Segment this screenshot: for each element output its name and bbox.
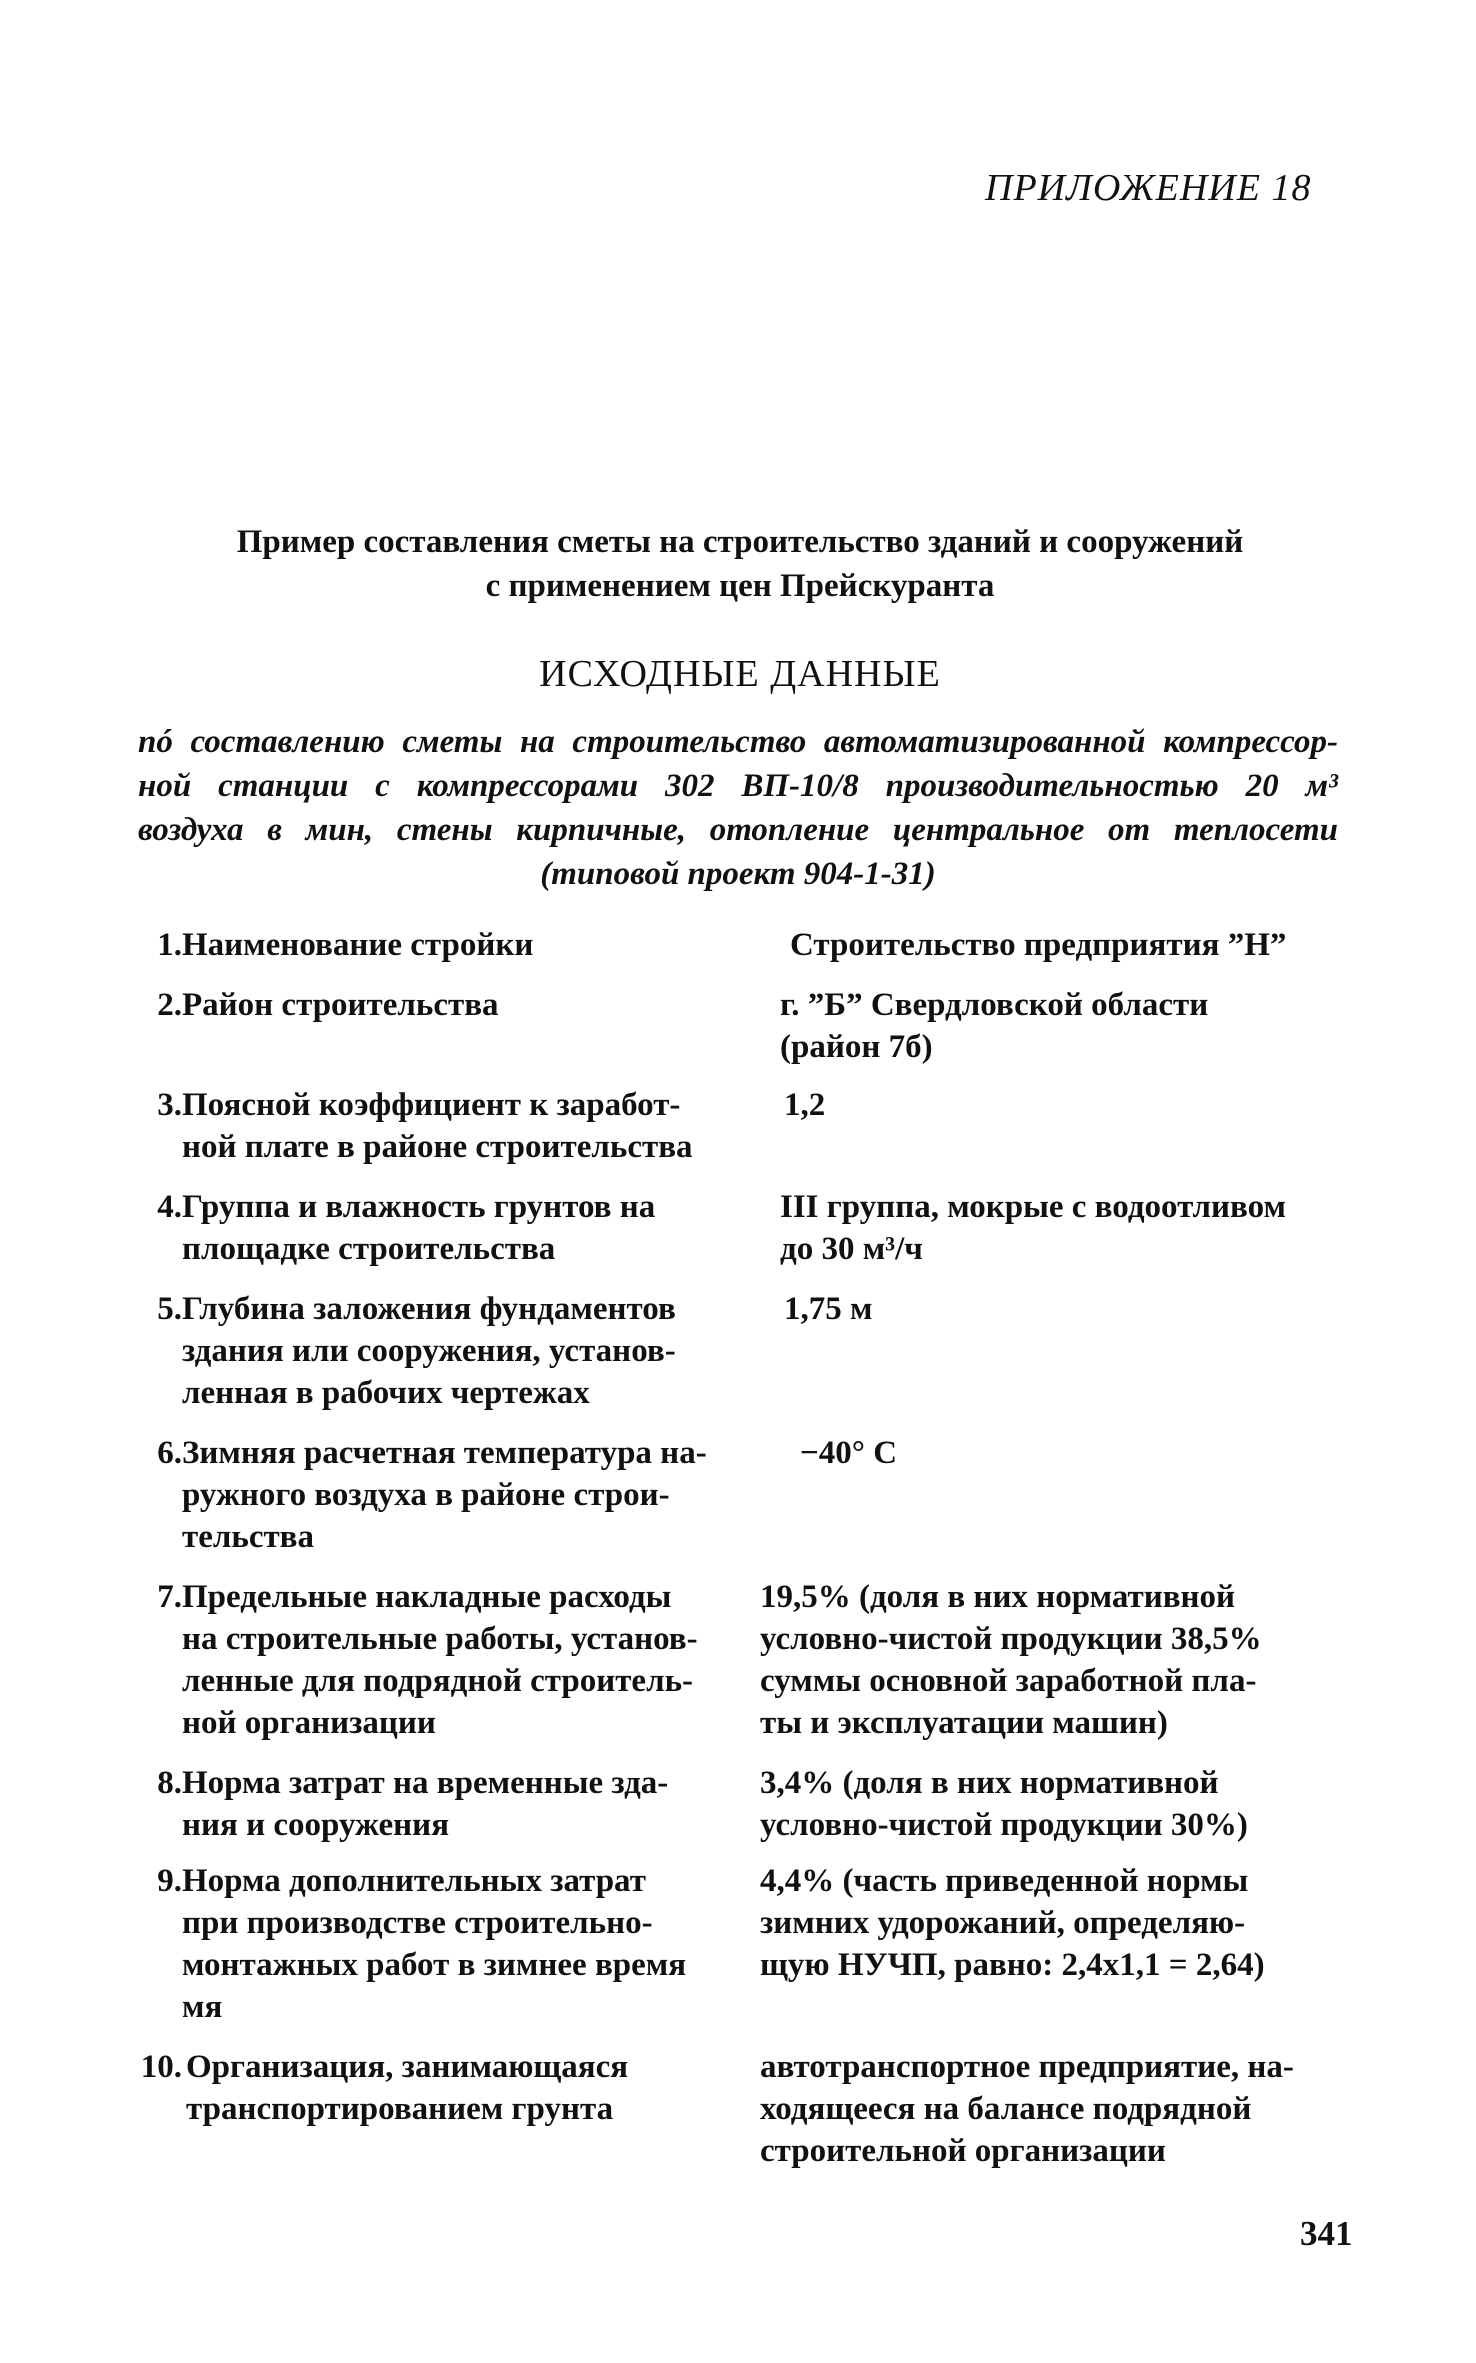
item-label-line: здания или сооружения, установ- xyxy=(182,1333,676,1369)
appendix-heading: ПРИЛОЖЕНИЕ 18 xyxy=(985,167,1312,209)
item-value-line: г. ”Б” Свердловской области xyxy=(780,987,1209,1023)
item-number: 5. xyxy=(157,1291,182,1327)
item-label-line: ной плате в районе строительства xyxy=(182,1129,693,1165)
item-value-line: 19,5% (доля в них нормативной xyxy=(760,1579,1236,1615)
item-value xyxy=(800,1432,1400,1474)
item-number: 4. xyxy=(157,1189,182,1225)
item-number: 1. xyxy=(157,927,182,963)
item-label-line: ружного воздуха в районе строи- xyxy=(182,1477,670,1513)
item-value-line: 3,4% (доля в них нормативной xyxy=(760,1765,1219,1801)
item-value xyxy=(760,2046,1360,2172)
item-label-line: Норма дополнительных затрат xyxy=(182,1863,646,1899)
item-value-line: Строительство предприятия ”Н” xyxy=(790,927,1287,963)
item-label-line: тельства xyxy=(182,1519,314,1555)
item-value-line: до 30 м³/ч xyxy=(780,1231,923,1267)
item-label-line: транспортированием грунта xyxy=(186,2091,614,2127)
item-value-line: 1,75 м xyxy=(784,1291,873,1327)
item-value-line: 4,4% (часть приведенной нормы xyxy=(760,1863,1249,1899)
item-value-line: строительной организации xyxy=(760,2133,1166,2169)
item-label xyxy=(182,1576,742,1744)
item-label-line: мя xyxy=(182,1989,223,2025)
item-value-line: ты и эксплуатации машин) xyxy=(760,1705,1168,1741)
item-label-line: ленная в рабочих чертежах xyxy=(182,1375,590,1411)
item-label xyxy=(182,1186,742,1270)
item-label-line: Поясной коэффициент к заработ- xyxy=(182,1087,681,1123)
item-label-line: Глубина заложения фундаментов xyxy=(182,1291,676,1327)
item-value-line: автотранспортное предприятие, на- xyxy=(760,2049,1294,2085)
item-number: 10. xyxy=(140,2049,182,2085)
item-label xyxy=(182,1432,742,1558)
item-label-line: ной организации xyxy=(182,1705,436,1741)
item-number: 9. xyxy=(157,1863,182,1899)
item-value xyxy=(760,1576,1360,1744)
item-value-line: условно-чистой продукции 38,5% xyxy=(760,1621,1262,1657)
section-heading: ИСХОДНЫЕ ДАННЫЕ xyxy=(539,653,941,695)
item-label-line: при производстве строительно- xyxy=(182,1905,653,1941)
item-label xyxy=(182,1084,742,1168)
item-value xyxy=(790,924,1390,966)
item-value xyxy=(780,1186,1380,1270)
item-number: 2. xyxy=(157,987,182,1023)
item-label-line: Наименование стройки xyxy=(182,927,534,963)
item-value-line: (район 7б) xyxy=(780,1029,933,1065)
item-value-line: 1,2 xyxy=(784,1087,826,1123)
item-number: 3. xyxy=(157,1087,182,1123)
item-label xyxy=(182,924,742,966)
item-label-line: Норма затрат на временные зда- xyxy=(182,1765,669,1801)
item-number: 7. xyxy=(157,1579,182,1615)
document-title-line-2: с применением цен Прейскуранта xyxy=(485,568,995,604)
item-label-line: ленные для подрядной строитель- xyxy=(182,1663,694,1699)
item-label-line: Предельные накладные расходы xyxy=(182,1579,672,1615)
item-value xyxy=(760,1762,1360,1846)
item-value xyxy=(784,1288,1384,1330)
item-label-line: Зимняя расчетная температура на- xyxy=(182,1435,707,1471)
item-value-line: III группа, мокрые с водоотливом xyxy=(780,1189,1286,1225)
page-number: 341 xyxy=(1300,2214,1353,2253)
item-label-line: Район строительства xyxy=(182,987,499,1023)
item-number: 6. xyxy=(157,1435,182,1471)
item-value-line: −40° С xyxy=(800,1435,898,1471)
item-value xyxy=(784,1084,1384,1126)
item-number: 8. xyxy=(157,1765,182,1801)
item-value xyxy=(780,984,1380,1068)
item-label-line: на строительные работы, установ- xyxy=(182,1621,698,1657)
item-value-line: суммы основной заработной пла- xyxy=(760,1663,1257,1699)
description-line: (типовой проект 904-1-31) xyxy=(540,856,936,892)
item-label-line: ния и сооружения xyxy=(182,1807,450,1843)
item-label-line: монтажных работ в зимнее время xyxy=(182,1947,687,1983)
description-line: воздуха в мин, стены кирпичные, отопление центральное от теплосети xyxy=(138,812,1338,848)
item-label xyxy=(182,1288,742,1414)
document-title-line-1: Пример составления сметы на строительство зданий и сооружений xyxy=(236,524,1244,560)
item-label-line: площадке строительства xyxy=(182,1231,556,1267)
description-line: ной станции с компрессорами 302 ВП-10/8 производительностью 20 м³ xyxy=(138,768,1338,804)
item-label xyxy=(186,2046,746,2130)
item-value-line: ходящееся на балансе подрядной xyxy=(760,2091,1252,2127)
item-value-line: зимних удорожаний, определяю- xyxy=(760,1905,1246,1941)
item-value-line: щую НУЧП, равно: 2,4x1,1 = 2,64) xyxy=(760,1947,1265,1983)
item-label xyxy=(182,984,742,1026)
item-value xyxy=(760,1860,1360,1986)
item-label-line: Группа и влажность грунтов на xyxy=(182,1189,656,1225)
description-line: пó составлению сметы на строительство автоматизированной компрессор- xyxy=(138,724,1338,760)
item-label xyxy=(182,1860,742,2028)
item-value-line: условно-чистой продукции 30%) xyxy=(760,1807,1248,1843)
item-label xyxy=(182,1762,742,1846)
item-label-line: Организация, занимающаяся xyxy=(186,2049,629,2085)
